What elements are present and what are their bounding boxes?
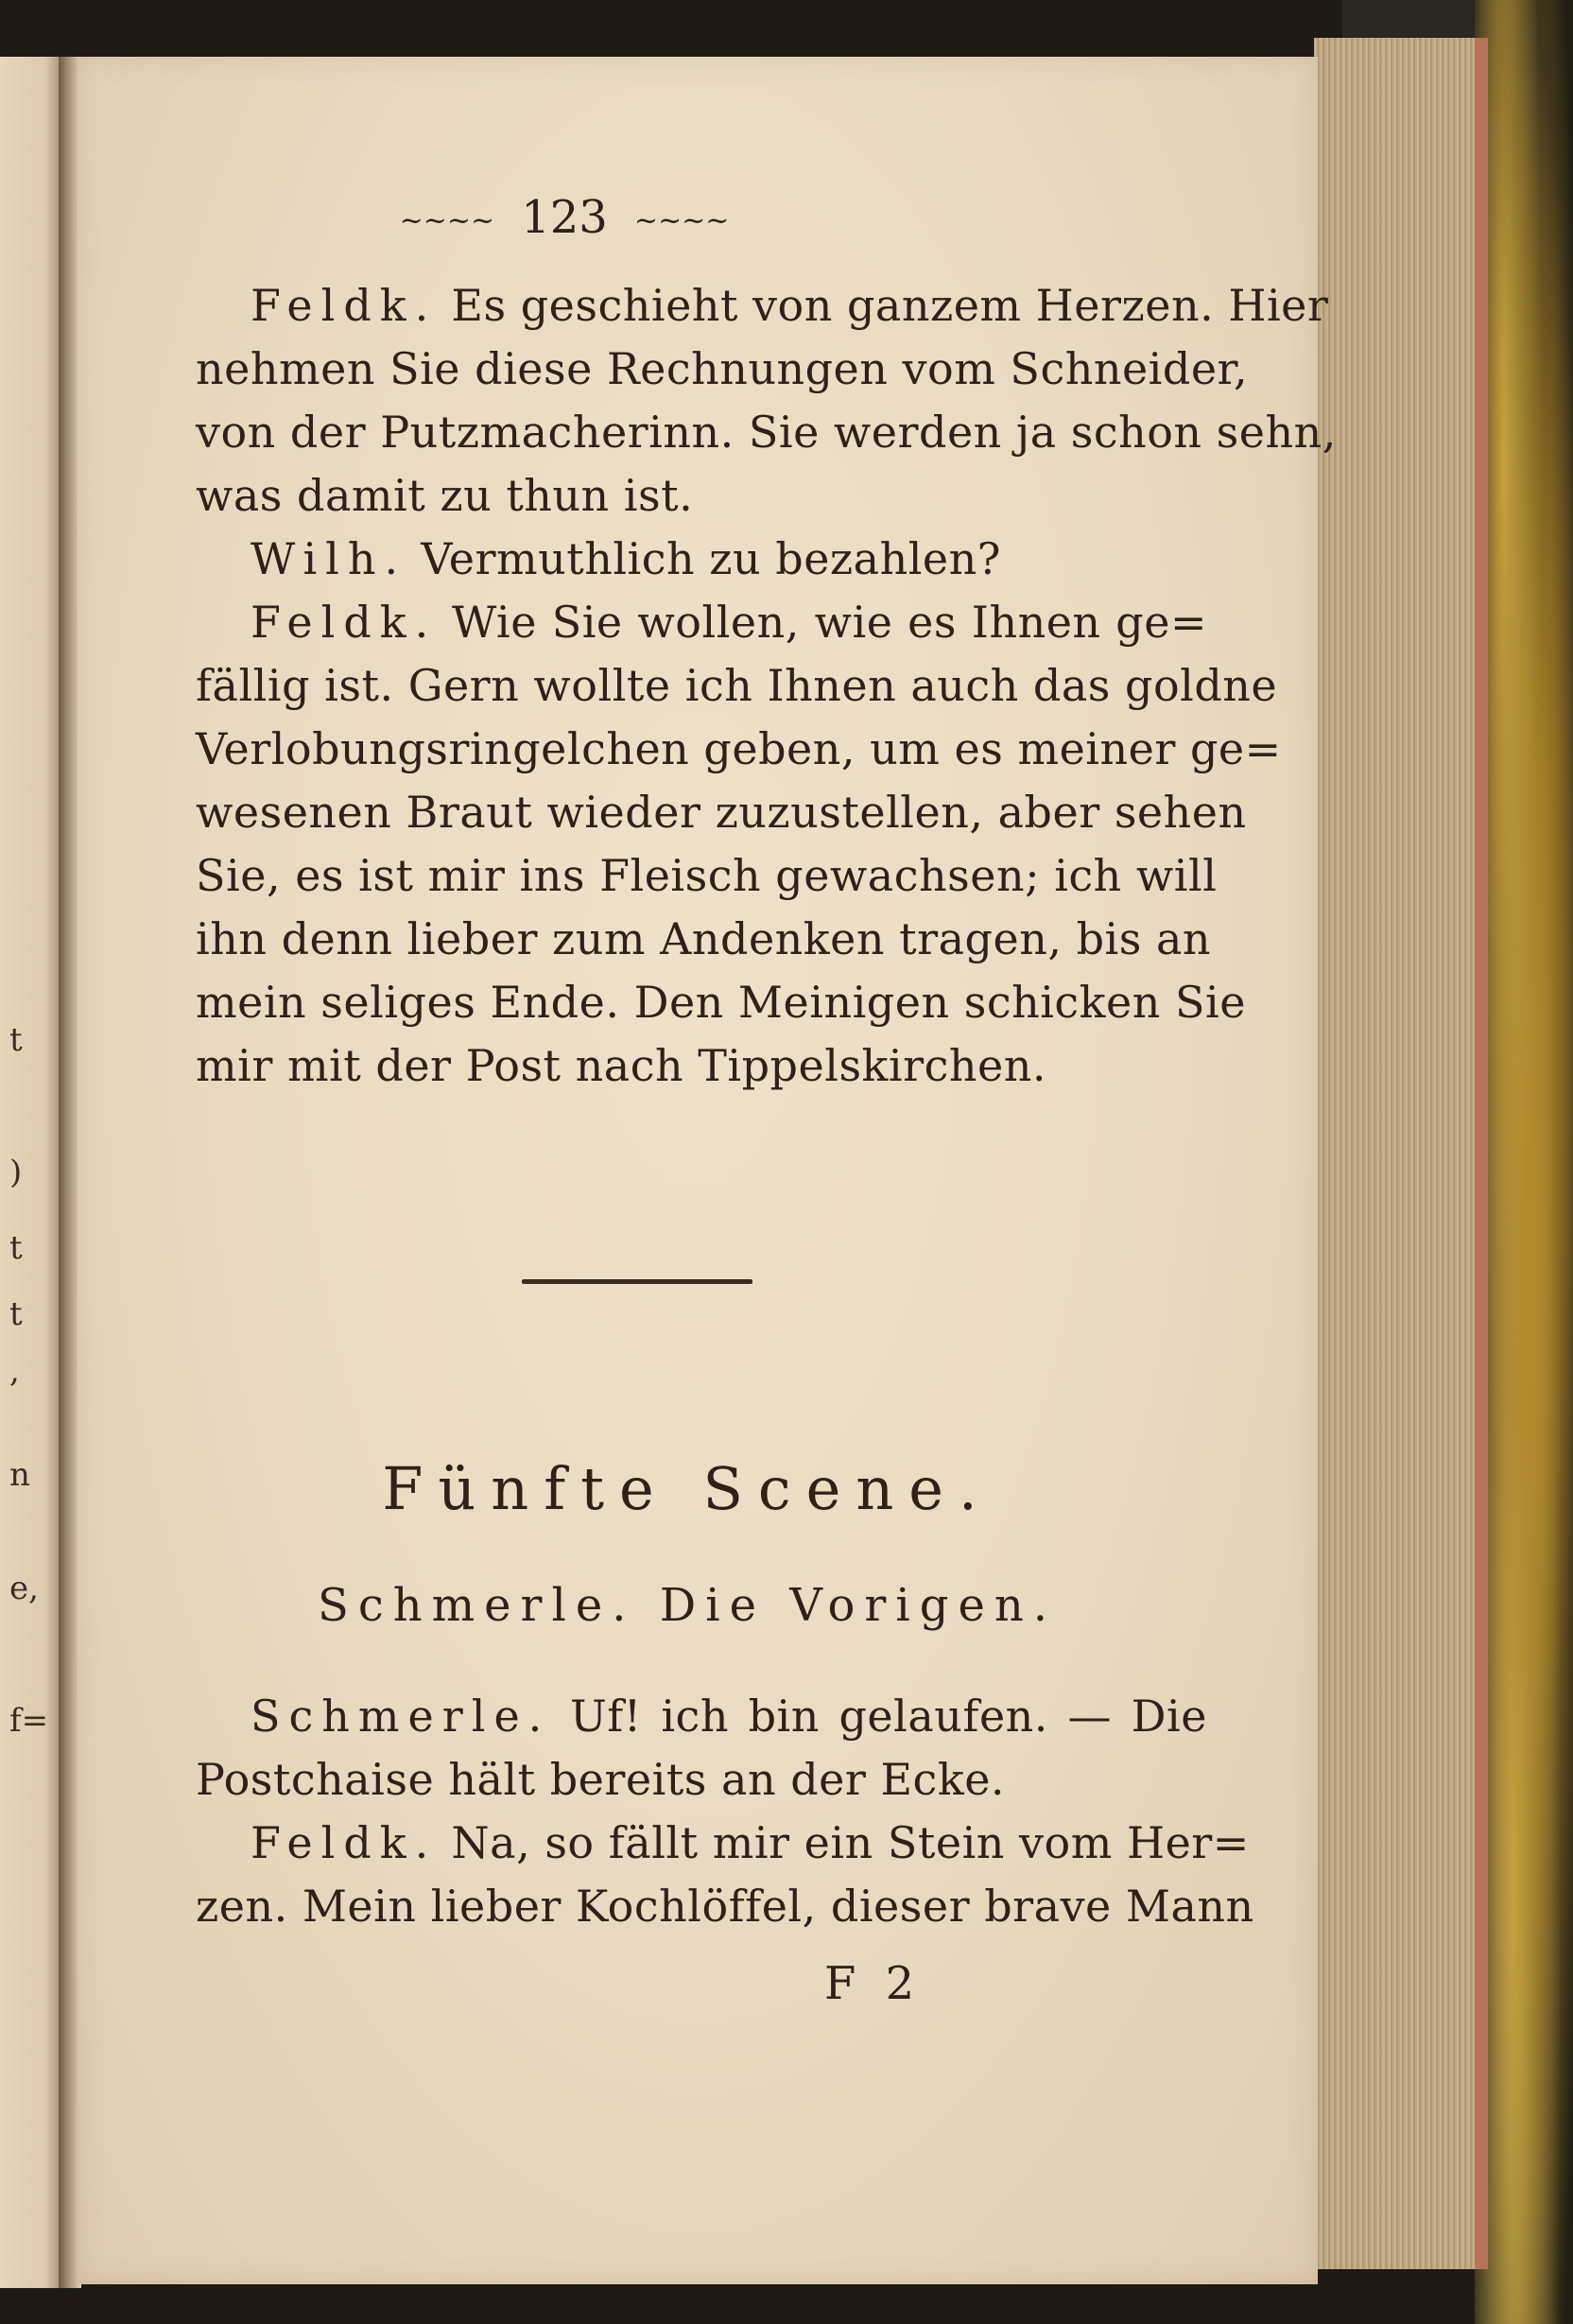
speaker-name: Schmerle. xyxy=(251,1691,551,1742)
text-line xyxy=(196,274,1329,338)
text-line xyxy=(196,338,1249,401)
page-number: 123 xyxy=(521,191,608,244)
left-page-fragments xyxy=(0,57,64,2288)
line-text: von der Putzmacherinn. Sie werden ja schon sehn, xyxy=(196,407,1337,458)
scene-persons: Schmerle. Die Vorigen. xyxy=(317,1579,1058,1632)
line-text: Es geschieht von ganzem Herzen. Hier xyxy=(451,280,1329,331)
page-edges xyxy=(1314,38,1488,2269)
line-text: nehmen Sie diese Rechnungen vom Schneider, xyxy=(196,343,1249,394)
left-page-fragment: t xyxy=(9,1021,23,1059)
text-line xyxy=(196,971,1246,1034)
line-text: wesenen Braut wieder zuzustellen, aber sehen xyxy=(196,787,1247,838)
left-page-fragment: f= xyxy=(9,1702,49,1740)
left-page-fragment: t xyxy=(9,1229,23,1267)
left-page xyxy=(0,57,64,2288)
line-text: Na, so fällt mir ein Stein vom Her= xyxy=(451,1817,1250,1868)
line-text: ihn denn lieber zum Andenken tragen, bis an xyxy=(196,913,1212,964)
header-ornament-left: ~~~~ xyxy=(399,204,495,237)
section-divider xyxy=(522,1279,752,1284)
text-line xyxy=(196,464,1207,528)
header-ornament-right: ~~~~ xyxy=(633,204,730,237)
text-line xyxy=(196,1875,1254,1938)
text-line xyxy=(196,1812,1250,1875)
speaker-name: Feldk. xyxy=(251,1817,438,1868)
left-page-fragment: e, xyxy=(9,1570,39,1607)
text-line xyxy=(196,781,1247,844)
left-page-fragment: , xyxy=(9,1352,20,1390)
text-line xyxy=(196,654,1278,718)
scene-title: Fünfte Scene. xyxy=(382,1454,993,1523)
line-text: Sie, es ist mir ins Fleisch gewachsen; ich will xyxy=(196,850,1218,901)
line-text: Verlobungsringelchen geben, um es meiner ge= xyxy=(196,723,1282,774)
text-line xyxy=(196,401,1337,464)
text-line xyxy=(196,908,1212,971)
text-line xyxy=(196,1685,1207,1748)
text-line xyxy=(196,844,1218,908)
line-text: mir mit der Post nach Tippelskirchen. xyxy=(196,1040,1046,1091)
line-text: Uf! ich bin gelaufen. — Die xyxy=(569,1691,1207,1742)
text-line xyxy=(196,591,1207,654)
line-text: was damit zu thun ist. xyxy=(196,470,694,521)
left-page-fragment: t xyxy=(9,1295,23,1333)
dialogue-block-bottom xyxy=(196,1685,1254,1938)
text-line xyxy=(196,528,1207,591)
speaker-name: Feldk. xyxy=(251,597,438,648)
line-text: fällig ist. Gern wollte ich Ihnen auch das goldne xyxy=(196,660,1278,711)
speaker-name: Wilh. xyxy=(251,533,407,584)
book-page xyxy=(78,57,1337,2284)
dialogue-block-top xyxy=(196,274,1337,1098)
line-text: mein seliges Ende. Den Meinigen schicken Sie xyxy=(196,977,1246,1028)
line-text: Wie Sie wollen, wie es Ihnen ge= xyxy=(452,597,1208,648)
left-page-fragment: n xyxy=(9,1456,30,1494)
text-line xyxy=(196,1034,1207,1098)
line-text: zen. Mein lieber Kochlöffel, dieser brave Mann xyxy=(196,1881,1254,1932)
text-line xyxy=(196,718,1282,781)
speaker-name: Feldk. xyxy=(251,280,438,331)
line-text: Vermuthlich zu bezahlen? xyxy=(421,533,1001,584)
marbled-book-cover xyxy=(1475,0,1573,2324)
signature-mark: F 2 xyxy=(824,1957,923,2010)
page-header xyxy=(78,191,1051,244)
line-text: Postchaise hält bereits an der Ecke. xyxy=(196,1754,1006,1805)
text-line xyxy=(196,1748,1207,1812)
left-page-fragment: ) xyxy=(9,1153,23,1191)
